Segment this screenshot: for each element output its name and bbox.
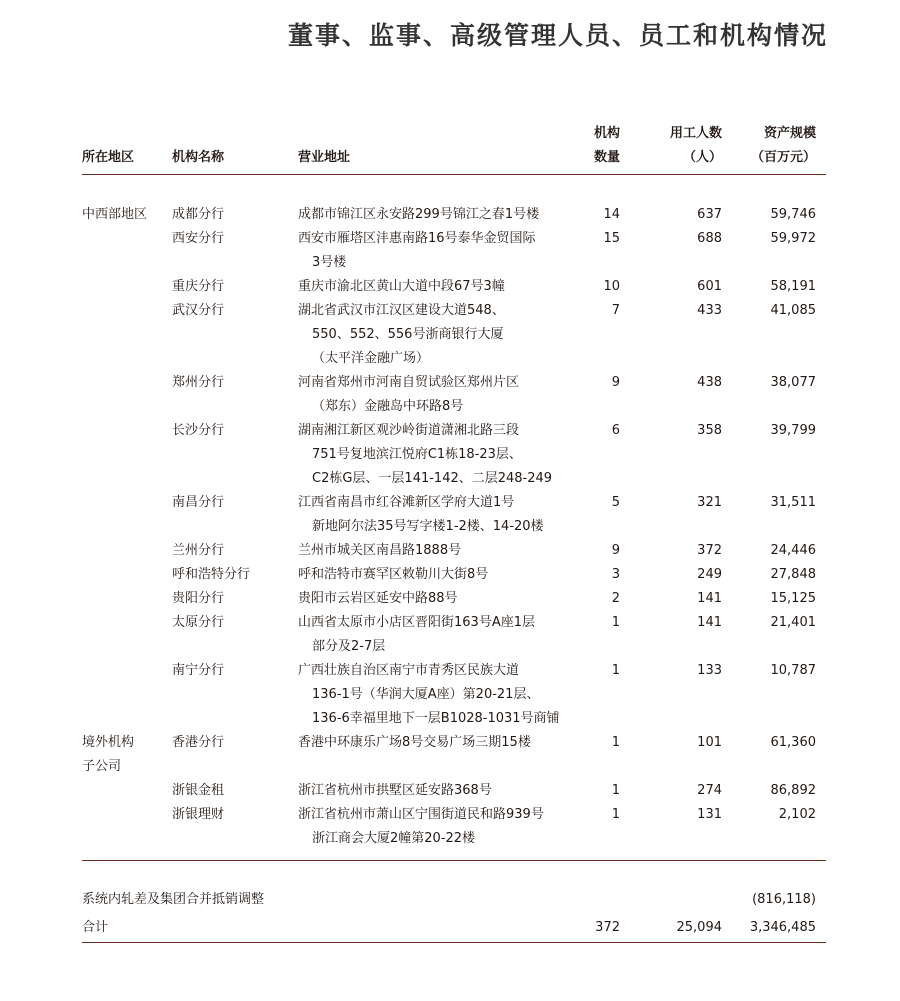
branch-count: 2	[611, 591, 620, 606]
address-line: 成都市锦江区永安路299号锦江之春1号楼	[298, 207, 540, 222]
address-line: 浙江省杭州市萧山区宁围街道民和路939号	[298, 807, 544, 822]
branch-employees: 601	[697, 279, 722, 294]
branch-count: 10	[603, 279, 620, 294]
branch-count: 6	[611, 423, 620, 438]
branch-count: 7	[611, 303, 620, 318]
branch-address	[298, 803, 578, 851]
branch-name: 长沙分行	[172, 423, 225, 438]
branch-name: 呼和浩特分行	[172, 567, 251, 582]
branch-count: 5	[611, 495, 620, 510]
branch-count: 9	[611, 375, 620, 390]
branch-assets: 2,102	[778, 807, 816, 822]
branch-employees: 274	[697, 783, 722, 798]
branch-employees: 141	[697, 591, 722, 606]
total-count: 372	[595, 920, 620, 935]
total-employees: 25,094	[676, 920, 722, 935]
footer-rule	[82, 942, 826, 943]
header-address: 营业地址	[298, 150, 351, 165]
branch-count: 1	[611, 663, 620, 678]
branch-assets: 86,892	[770, 783, 816, 798]
address-line: 湖北省武汉市江汉区建设大道548、	[298, 303, 505, 318]
branch-assets: 15,125	[770, 591, 816, 606]
address-line: 兰州市城关区南昌路1888号	[298, 543, 462, 558]
branch-assets: 39,799	[770, 423, 816, 438]
branch-employees: 133	[697, 663, 722, 678]
branch-assets: 27,848	[770, 567, 816, 582]
branch-name: 香港分行	[172, 735, 225, 750]
branch-count: 1	[611, 807, 620, 822]
address-line: 3号楼	[312, 255, 347, 270]
branch-assets: 59,746	[770, 207, 816, 222]
branch-name: 兰州分行	[172, 543, 225, 558]
page-title: 董事、监事、高级管理人员、员工和机构情况	[287, 21, 828, 50]
table-row	[0, 563, 900, 587]
header-rule	[82, 174, 826, 175]
table-row	[0, 491, 900, 539]
branch-address	[298, 659, 578, 731]
branch-name: 重庆分行	[172, 279, 225, 294]
branch-assets: 31,511	[770, 495, 816, 510]
address-line: C2栋G层、一层141-142、二层248-249	[312, 471, 553, 486]
branch-assets: 58,191	[770, 279, 816, 294]
branch-name: 太原分行	[172, 615, 225, 630]
address-line: 香港中环康乐广场8号交易广场三期15楼	[298, 735, 531, 750]
address-line: （太平洋金融广场）	[312, 351, 430, 366]
branch-employees: 433	[697, 303, 722, 318]
branch-employees: 321	[697, 495, 722, 510]
address-line: 部分及2-7层	[312, 639, 386, 654]
branch-assets: 10,787	[770, 663, 816, 678]
branch-name: 武汉分行	[172, 303, 225, 318]
header-count-line1: 机构	[593, 126, 620, 141]
region-line: 境外机构	[82, 735, 135, 750]
address-line: 西安市雁塔区沣惠南路16号泰华金贸国际	[298, 231, 536, 246]
region-cell	[82, 731, 164, 779]
address-line: 浙江商会大厦2幢第20-22楼	[312, 831, 476, 846]
table-row	[0, 731, 900, 779]
branch-employees: 372	[697, 543, 722, 558]
branch-address	[298, 299, 578, 371]
branch-address	[298, 491, 578, 539]
region-line: 子公司	[82, 759, 122, 774]
branch-name: 西安分行	[172, 231, 225, 246]
branch-address	[298, 539, 578, 563]
address-line: 550、552、556号浙商银行大厦	[312, 327, 504, 342]
body-rule	[82, 860, 826, 861]
branch-employees: 358	[697, 423, 722, 438]
branch-count: 3	[611, 567, 620, 582]
address-line: 广西壮族自治区南宁市青秀区民族大道	[298, 663, 520, 678]
table-row	[0, 803, 900, 851]
address-line: 新地阿尔法35号写字楼1-2楼、14-20楼	[312, 519, 544, 534]
branch-name: 贵阳分行	[172, 591, 225, 606]
region-cell	[82, 203, 164, 227]
header-assets-line1: 资产规模	[763, 126, 816, 141]
adjustment-assets: (816,118)	[752, 892, 816, 907]
address-line: 呼和浩特市赛罕区敕勒川大街8号	[298, 567, 489, 582]
branch-count: 1	[611, 615, 620, 630]
branch-name: 浙银金租	[172, 783, 225, 798]
branch-assets: 21,401	[770, 615, 816, 630]
branch-address	[298, 611, 578, 659]
branch-address	[298, 227, 578, 275]
branch-assets: 24,446	[770, 543, 816, 558]
address-line: 山西省太原市小店区晋阳街163号A座1层	[298, 615, 535, 630]
branch-address	[298, 587, 578, 611]
branch-address	[298, 779, 578, 803]
branch-assets: 59,972	[770, 231, 816, 246]
address-line: 贵阳市云岩区延安中路88号	[298, 591, 458, 606]
branch-employees: 688	[697, 231, 722, 246]
header-employees-line2: （人）	[682, 150, 722, 165]
branch-name: 南昌分行	[172, 495, 225, 510]
branch-employees: 438	[697, 375, 722, 390]
table-row	[0, 611, 900, 659]
address-line: 751号复地滨江悦府C1栋18-23层、	[312, 447, 522, 462]
address-line: 江西省南昌市红谷滩新区学府大道1号	[298, 495, 515, 510]
branch-name: 浙银理财	[172, 807, 225, 822]
address-line: （郑东）金融岛中环路8号	[312, 399, 464, 414]
branch-count: 1	[611, 783, 620, 798]
branch-assets: 41,085	[770, 303, 816, 318]
adjustment-row	[0, 888, 900, 912]
table-row	[0, 539, 900, 563]
address-line: 136-1号（华润大厦A座）第20-21层、	[312, 687, 540, 702]
branch-employees: 637	[697, 207, 722, 222]
branch-address	[298, 371, 578, 419]
branch-address	[298, 203, 578, 227]
table-row	[0, 227, 900, 275]
branch-name: 成都分行	[172, 207, 225, 222]
header-name: 机构名称	[172, 150, 225, 165]
header-employees-line1: 用工人数	[669, 126, 722, 141]
address-line: 浙江省杭州市拱墅区延安路368号	[298, 783, 492, 798]
address-line: 重庆市渝北区黄山大道中段67号3幢	[298, 279, 505, 294]
table-row	[0, 299, 900, 371]
region-line: 中西部地区	[82, 207, 148, 222]
table-row	[0, 371, 900, 419]
branch-address	[298, 419, 578, 491]
branch-name: 南宁分行	[172, 663, 225, 678]
branch-count: 14	[603, 207, 620, 222]
table-row	[0, 659, 900, 731]
branch-count: 1	[611, 735, 620, 750]
branch-employees: 141	[697, 615, 722, 630]
total-assets: 3,346,485	[749, 920, 816, 935]
branch-name: 郑州分行	[172, 375, 225, 390]
table-row	[0, 587, 900, 611]
header-count-line2: 数量	[593, 150, 620, 165]
table-row	[0, 203, 900, 227]
table-row	[0, 779, 900, 803]
adjustment-label: 系统内轧差及集团合并抵销调整	[82, 892, 265, 907]
branch-address	[298, 563, 578, 587]
address-line: 湖南湘江新区观沙岭街道潇湘北路三段	[298, 423, 520, 438]
branch-employees: 101	[697, 735, 722, 750]
branch-employees: 249	[697, 567, 722, 582]
table-row	[0, 275, 900, 299]
address-line: 136-6幸福里地下一层B1028-1031号商铺	[312, 711, 560, 726]
table-row	[0, 419, 900, 491]
branch-employees: 131	[697, 807, 722, 822]
header-region: 所在地区	[82, 150, 135, 165]
branch-address	[298, 731, 578, 755]
branch-assets: 61,360	[770, 735, 816, 750]
institutions-table	[0, 203, 900, 851]
branch-count: 9	[611, 543, 620, 558]
total-row	[0, 916, 900, 940]
branch-address	[298, 275, 578, 299]
header-assets-line2: （百万元）	[750, 150, 816, 165]
branch-assets: 38,077	[770, 375, 816, 390]
total-label: 合计	[82, 920, 109, 935]
address-line: 河南省郑州市河南自贸试验区郑州片区	[298, 375, 520, 390]
branch-count: 15	[603, 231, 620, 246]
